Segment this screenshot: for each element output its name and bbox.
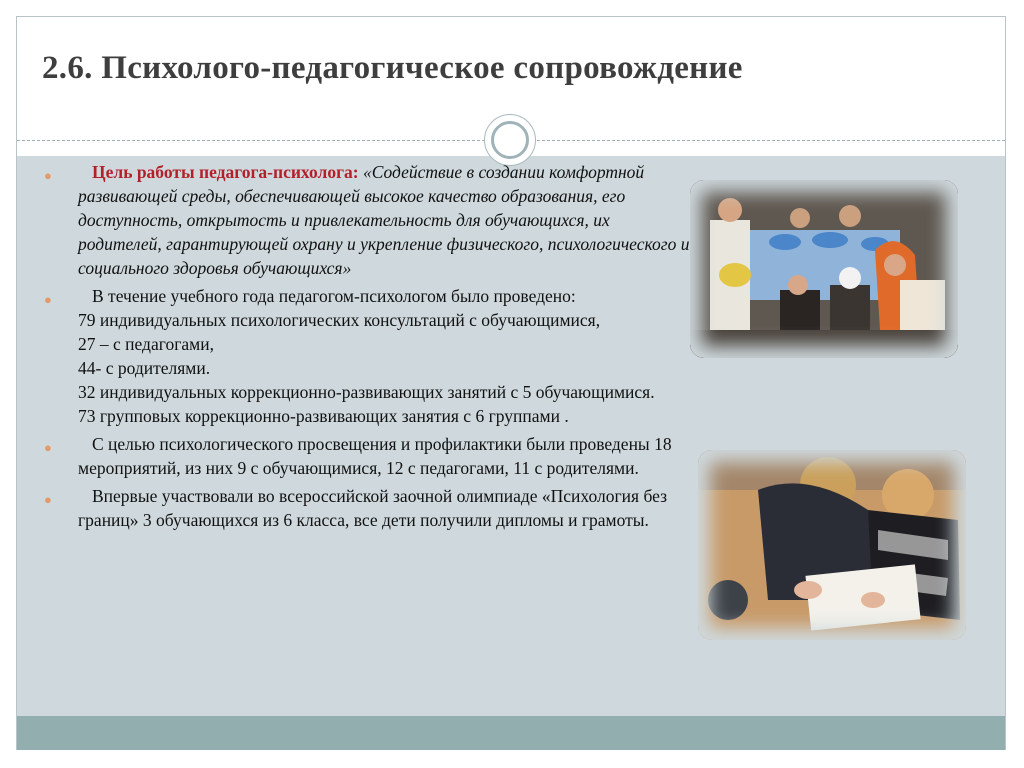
- list-item-stats: [44, 284, 694, 428]
- bullet-dot-icon: ●: [44, 492, 52, 507]
- events-text: С целью психологического просвещения и профилактики были проведены 18 мероприятий, из них 9 с обучающимися, 12 с педагогами, 11 с родителями.: [78, 434, 672, 478]
- stats-line-parents: 44- с родителями.: [78, 358, 211, 378]
- ring-ornament-icon: [484, 114, 536, 166]
- photo-theater-group: [690, 180, 958, 358]
- stats-line-individual: 32 индивидуальных коррекционно-развивающих занятий с 5 обучающимися.: [78, 382, 655, 402]
- stats-line-teachers: 27 – с педагогами,: [78, 334, 214, 354]
- goal-label: Цель работы педагога-психолога:: [92, 162, 359, 182]
- goal-text: «Содействие в создании комфортной развивающей среды, обеспечивающей высокое качество образования, его доступность, открытость и привлекательность для обучающихся, их родителей, гарантирующей охрану и укрепление физического, психологического и социального здоровья обучающихся»: [78, 162, 690, 278]
- stats-line-consultations: 79 индивидуальных психологических консультаций с обучающимися,: [78, 310, 601, 330]
- list-item-goal: [44, 160, 694, 280]
- bullet-list: [44, 160, 694, 534]
- slide-title: 2.6. Психолого-педагогическое сопровождение: [42, 50, 743, 86]
- footer-band: [17, 716, 1005, 750]
- bullet-dot-icon: ●: [44, 168, 52, 183]
- list-item-olympiad: [44, 484, 694, 532]
- list-item-events: [44, 432, 694, 480]
- stats-line-intro: В течение учебного года педагогом-психологом было проведено:: [92, 286, 576, 306]
- photo-students-writing: [698, 450, 966, 640]
- olympiad-text: Впервые участвовали во всероссийской заочной олимпиаде «Психология без границ» 3 обучающихся из 6 класса, все дети получили дипломы и грамоты.: [78, 486, 668, 530]
- bullet-dot-icon: ●: [44, 292, 52, 307]
- stats-line-group: 73 групповых коррекционно-развивающих занятия с 6 группами .: [78, 406, 569, 426]
- bullet-dot-icon: ●: [44, 440, 52, 455]
